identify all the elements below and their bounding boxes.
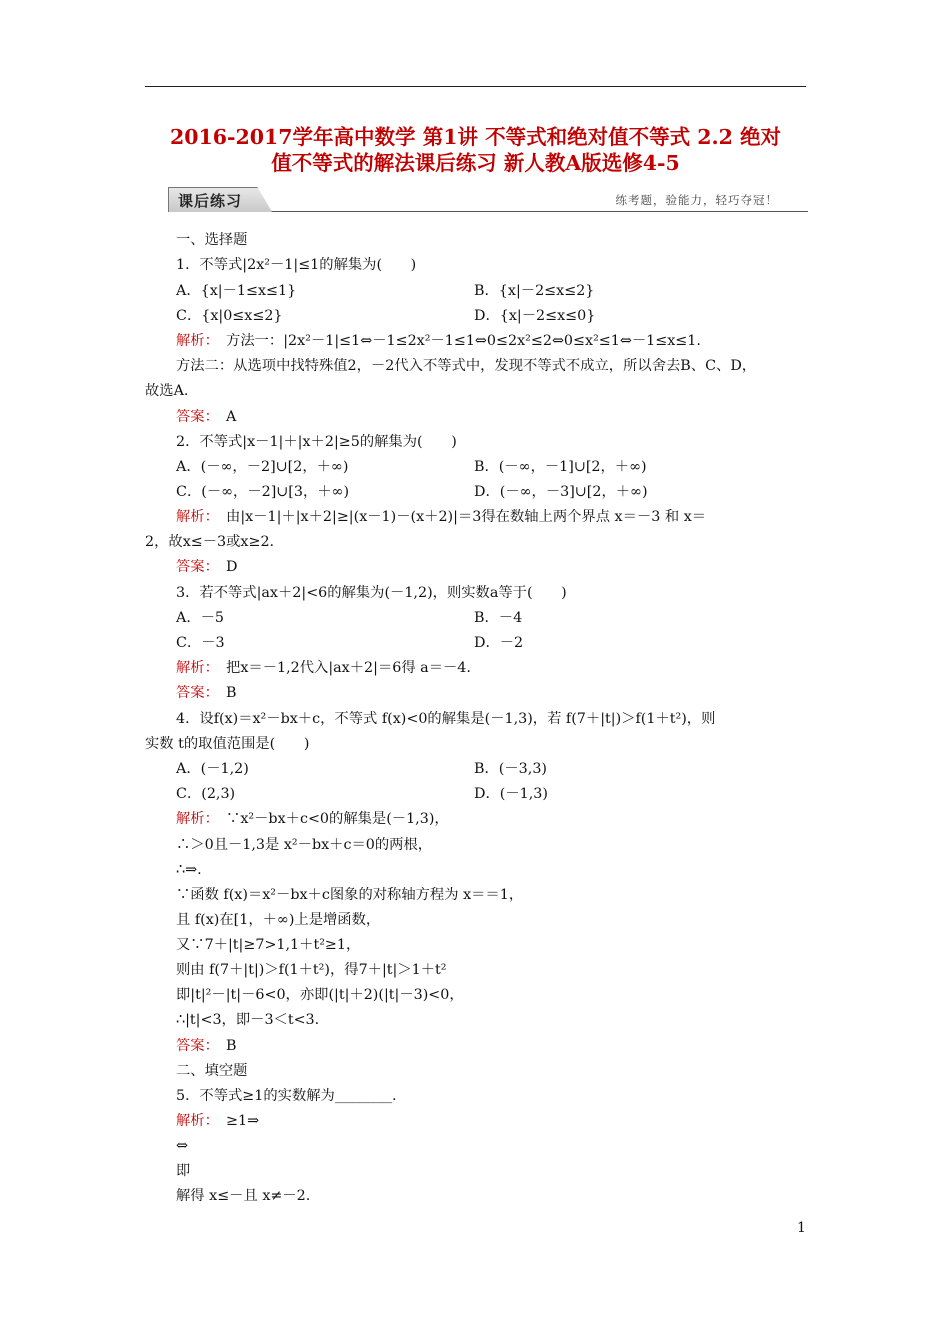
banner-rule: [272, 211, 808, 212]
answer-line: [176, 408, 236, 426]
option-d: D．(－1,3): [474, 786, 548, 802]
solution-line: [176, 1112, 259, 1130]
question-stem: 3．若不等式|ax＋2|<6的解集为(－1,2)，则实数a等于( ): [176, 585, 567, 601]
solution-line: [176, 508, 706, 526]
solution-text: ∴|t|<3，即－3＜t<3.: [176, 1012, 320, 1028]
solution-text: ∴＞0且－1,3是 x²－bx＋c＝0的两根，: [176, 837, 433, 853]
solution-text: ⇔: [176, 1138, 188, 1154]
option-a: A．{x|－1≤x≤1}: [176, 283, 297, 299]
solution-text: ∵x²－bx＋c<0的解集是(－1,3)，: [211, 811, 449, 827]
solution-text: 且 f(x)在[1，＋∞)上是增函数，: [176, 912, 381, 928]
option-a: A．(－1,2): [176, 761, 249, 777]
option-d: D．{x|－2≤x≤0}: [474, 308, 596, 324]
header-rule: [145, 86, 806, 87]
option-d: D．(－∞，－3]∪[2，＋∞): [474, 484, 648, 500]
solution-text: ≥1⇒: [211, 1113, 260, 1129]
section-heading: 二、填空题: [176, 1063, 248, 1079]
answer-value: A: [211, 409, 237, 425]
banner-motto: 练考题，验能力，轻巧夺冠！: [615, 193, 778, 207]
solution-text: 把x＝－1,2代入|ax＋2|＝6得 a＝－4.: [211, 660, 471, 676]
answer-value: D: [211, 559, 238, 575]
answer-value: B: [211, 1038, 237, 1054]
document-title: [145, 124, 806, 176]
solution-label: 解析：: [176, 333, 212, 349]
option-b: B．(－∞，－1]∪[2，＋∞): [474, 459, 647, 475]
solution-label: 解析：: [176, 509, 212, 525]
solution-text: 故选A.: [145, 383, 189, 399]
solution-label: 解析：: [176, 660, 212, 676]
option-b: B．－4: [474, 610, 523, 626]
solution-label: 解析：: [176, 1113, 212, 1129]
question-stem: 4．设f(x)＝x²－bx＋c，不等式 f(x)<0的解集是(－1,3)，若 f(7＋|t|)＞f(1＋t²)，则: [176, 711, 716, 727]
page-number: 1: [797, 1220, 806, 1236]
option-c: C．{x|0≤x≤2}: [176, 308, 283, 324]
solution-text: ∵函数 f(x)＝x²－bx＋c图象的对称轴方程为 x＝＝1，: [176, 887, 524, 903]
answer-label: 答案：: [176, 1038, 212, 1054]
answer-line: [176, 558, 238, 576]
solution-line: [176, 810, 449, 828]
question-stem: 1．不等式|2x²－1|≤1的解集为( ): [176, 257, 417, 273]
answer-line: [176, 684, 237, 702]
solution-text: 即|t|²－|t|－6<0，亦即(|t|＋2)(|t|－3)<0，: [176, 987, 464, 1003]
answer-value: B: [211, 685, 237, 701]
solution-text: 又∵7＋|t|≥7>1,1＋t²≥1，: [176, 937, 361, 953]
option-c: C．(－∞，－2]∪[3，＋∞): [176, 484, 350, 500]
section-heading: 一、选择题: [176, 232, 248, 248]
answer-label: 答案：: [176, 685, 212, 701]
option-b: B．{x|－2≤x≤2}: [474, 283, 595, 299]
answer-label: 答案：: [176, 409, 212, 425]
answer-label: 答案：: [176, 559, 212, 575]
solution-text: 解得 x≤－且 x≠－2.: [176, 1188, 311, 1204]
title-line-2: 值不等式的解法课后练习 新人教A版选修4-5: [271, 151, 680, 175]
solution-text: 则由 f(7＋|t|)＞f(1＋t²)，得7＋|t|＞1＋t²: [176, 962, 447, 978]
option-b: B．(－3,3): [474, 761, 547, 777]
option-a: A．－5: [176, 610, 225, 626]
banner-tab-label: 课后练习: [178, 192, 243, 210]
solution-text: 即: [176, 1163, 191, 1179]
solution-line: [176, 332, 701, 350]
question-stem: 5．不等式≥1的实数解为________.: [176, 1088, 397, 1104]
option-a: A．(－∞，－2]∪[2，＋∞): [176, 459, 349, 475]
solution-line: [176, 659, 471, 677]
solution-text: 方法一：|2x²－1|≤1⇔－1≤2x²－1≤1⇔0≤2x²≤2⇔0≤x²≤1⇔－1≤x≤1.: [211, 333, 701, 349]
exercise-banner: [168, 187, 808, 213]
solution-label: 解析：: [176, 811, 212, 827]
title-line-1: 2016-2017学年高中数学 第1讲 不等式和绝对值不等式 2.2 绝对: [169, 125, 782, 149]
solution-text: 2，故x≤－3或x≥2.: [145, 534, 275, 550]
solution-text: 由|x－1|＋|x＋2|≥|(x－1)－(x＋2)|＝3得在数轴上两个界点 x＝－3 和 x＝: [211, 509, 707, 525]
option-d: D．－2: [474, 635, 524, 651]
question-stem: 实数 t的取值范围是( ): [145, 736, 310, 752]
question-stem: 2．不等式|x－1|＋|x＋2|≥5的解集为( ): [176, 434, 457, 450]
solution-text: 方法二：从选项中找特殊值2，－2代入不等式中，发现不等式不成立，所以舍去B、C、D，: [176, 358, 757, 374]
option-c: C．－3: [176, 635, 225, 651]
answer-line: [176, 1037, 237, 1055]
solution-text: ∴⇒.: [176, 862, 202, 878]
option-c: C．(2,3): [176, 786, 236, 802]
